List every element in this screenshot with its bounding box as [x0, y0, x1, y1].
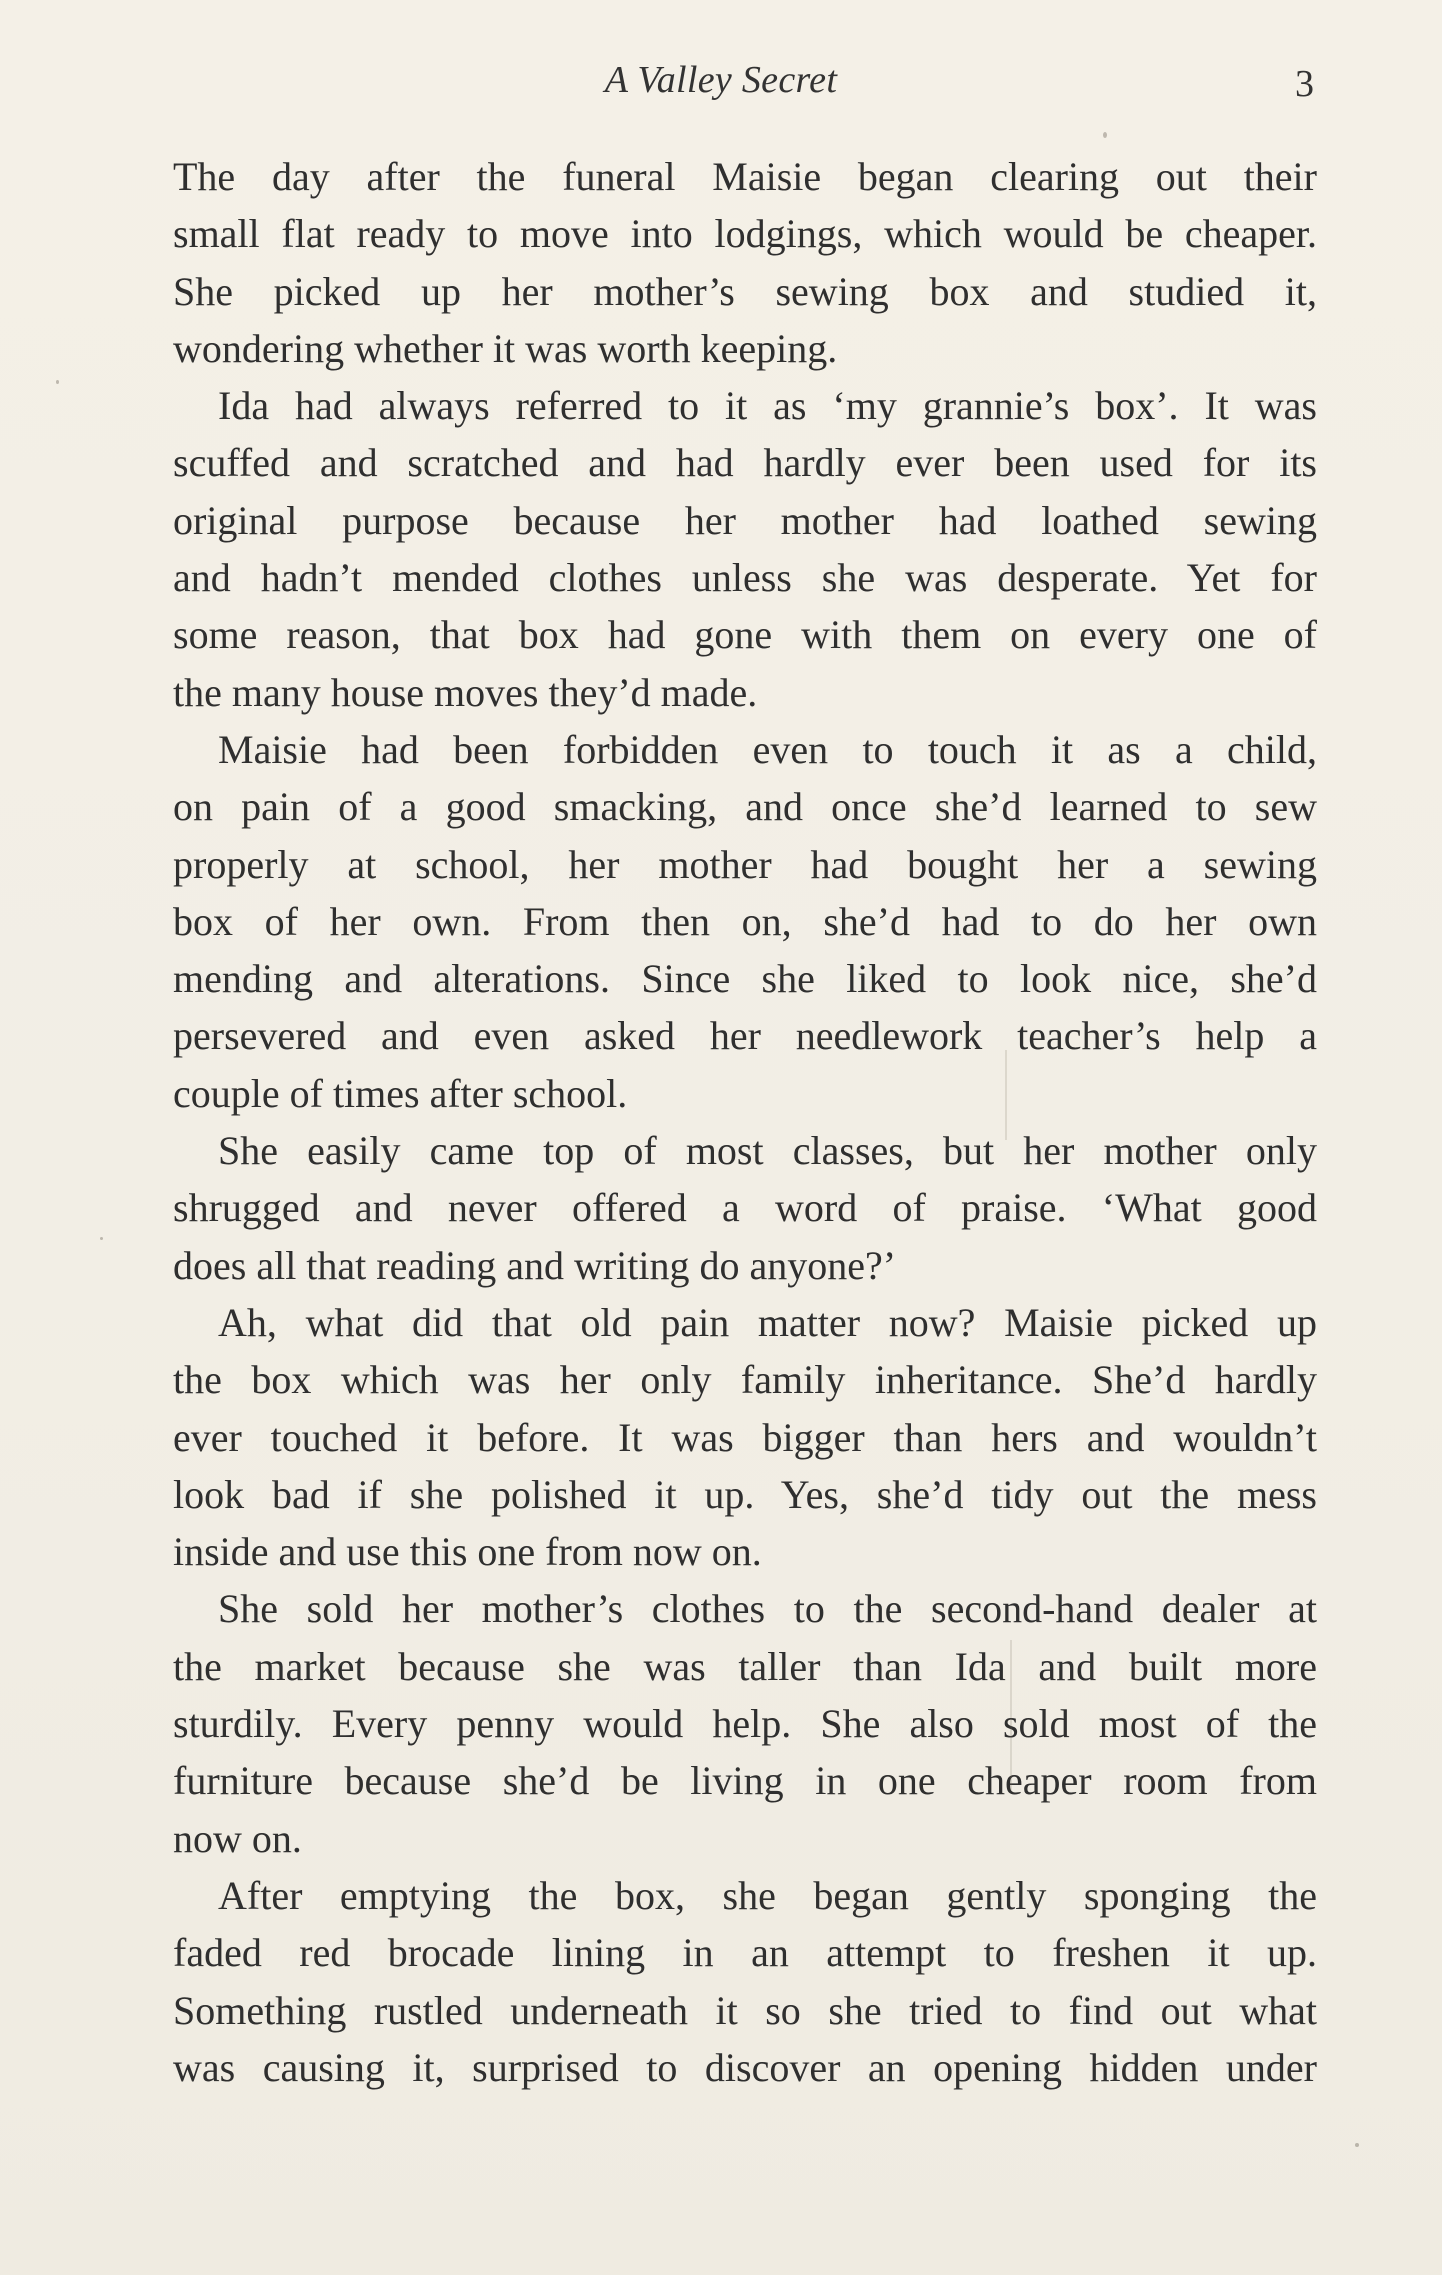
body-text: [173, 148, 1317, 2096]
running-title: A Valley Secret: [604, 59, 838, 101]
text-line: After emptying the box, she began gently sponging the: [218, 1872, 1317, 1918]
text-line: look bad if she polished it up. Yes, she’d tidy out the mess: [173, 1471, 1317, 1517]
text-line: on pain of a good smacking, and once she’d learned to sew: [173, 784, 1317, 830]
text-line: ever touched it before. It was bigger than hers and wouldn’t: [173, 1414, 1317, 1460]
running-head: [0, 58, 1442, 118]
text-line: the box which was her only family inheritance. She’d hardly: [173, 1357, 1317, 1403]
paper-mark: [1005, 1050, 1007, 1140]
paper-speck: [1355, 2143, 1359, 2147]
text-line: properly at school, her mother had bought her a sewing: [173, 841, 1317, 887]
page-number: 3: [1295, 63, 1314, 105]
text-line: now on.: [173, 1815, 302, 1861]
text-line: faded red brocade lining in an attempt to freshen it up.: [173, 1930, 1317, 1976]
text-line: wondering whether it was worth keeping.: [173, 325, 838, 371]
text-line: some reason, that box had gone with them on every one of: [173, 612, 1317, 658]
text-line: Maisie had been forbidden even to touch it as a child,: [218, 726, 1317, 772]
text-line: original purpose because her mother had loathed sewing: [173, 497, 1317, 543]
text-line: inside and use this one from now on.: [173, 1529, 762, 1575]
text-line: couple of times after school.: [173, 1070, 628, 1116]
text-line: the many house moves they’d made.: [173, 669, 758, 715]
text-line: scuffed and scratched and had hardly ever been used for its: [173, 440, 1317, 486]
text-line: was causing it, surprised to discover an opening hidden under: [173, 2044, 1317, 2090]
text-line: shrugged and never offered a word of praise. ‘What good: [173, 1185, 1317, 1231]
text-line: Ah, what did that old pain matter now? Maisie picked up: [218, 1299, 1317, 1345]
text-line: small flat ready to move into lodgings, which would be cheaper.: [173, 211, 1317, 257]
text-line: does all that reading and writing do anyone?’: [173, 1242, 897, 1288]
paper-speck: [56, 380, 59, 384]
paper-speck: [1103, 132, 1107, 138]
text-line: and hadn’t mended clothes unless she was desperate. Yet for: [173, 555, 1317, 601]
text-line: box of her own. From then on, she’d had to do her own: [173, 898, 1317, 944]
text-line: the market because she was taller than Ida and built more: [173, 1643, 1317, 1689]
text-line: Something rustled underneath it so she tried to find out what: [173, 1987, 1317, 2033]
text-line: She sold her mother’s clothes to the second-hand dealer at: [218, 1586, 1317, 1632]
text-line: Ida had always referred to it as ‘my grannie’s box’. It was: [218, 383, 1317, 429]
paper-mark: [1010, 1640, 1012, 1790]
text-line: She picked up her mother’s sewing box and studied it,: [173, 268, 1317, 314]
text-line: mending and alterations. Since she liked to look nice, she’d: [173, 956, 1317, 1002]
text-line: sturdily. Every penny would help. She also sold most of the: [173, 1701, 1317, 1747]
text-line: She easily came top of most classes, but her mother only: [218, 1128, 1317, 1174]
paper-speck: [100, 1237, 103, 1240]
text-line: furniture because she’d be living in one cheaper room from: [173, 1758, 1317, 1804]
text-line: persevered and even asked her needlework teacher’s help a: [173, 1013, 1317, 1059]
text-line: The day after the funeral Maisie began clearing out their: [173, 154, 1317, 199]
